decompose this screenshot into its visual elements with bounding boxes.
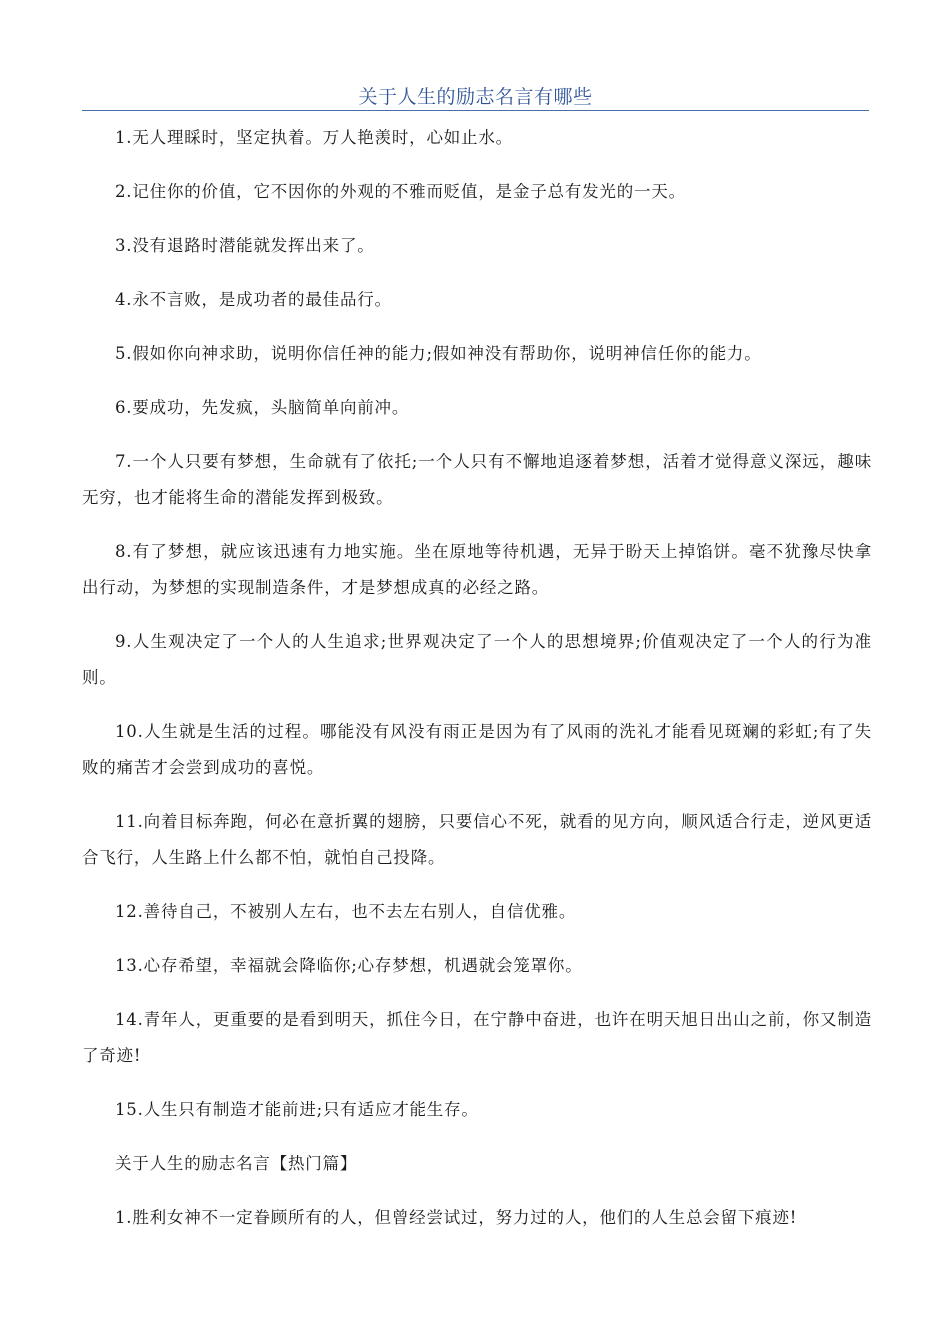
- paragraph-quote-15: 15.人生只有制造才能前进;只有适应才能生存。: [115, 1100, 479, 1119]
- paragraph-quote-2: 2.记住你的价值，它不因你的外观的不雅而贬值，是金子总有发光的一天。: [115, 182, 686, 201]
- paragraph-quote-4: 4.永不言败，是成功者的最佳品行。: [115, 290, 392, 309]
- paragraph-quote-11: 11.向着目标奔跑，何必在意折翼的翅膀，只要信心不死，就看的见方向，顺风适合行走，逆风更适合飞行，人生路上什么都不怕，就怕自己投降。: [82, 812, 872, 867]
- page-header: [82, 80, 869, 111]
- paragraph-quote-7: 7.一个人只要有梦想，生命就有了依托;一个人只有不懈地追逐着梦想，活着才觉得意义深远，趣味无穷，也才能将生命的潜能发挥到极致。: [82, 452, 872, 507]
- paragraph-quote-1: 1.无人理睬时，坚定执着。万人艳羡时，心如止水。: [115, 128, 513, 147]
- paragraph-quote-13: 13.心存希望，幸福就会降临你;心存梦想，机遇就会笼罩你。: [115, 956, 583, 975]
- paragraph-quote-9: 9.人生观决定了一个人的人生追求;世界观决定了一个人的思想境界;价值观决定了一个人的行为准则。: [82, 632, 872, 687]
- section-heading: 关于人生的励志名言【热门篇】: [115, 1154, 358, 1173]
- paragraph-hot-quote-1: 1.胜利女神不一定眷顾所有的人，但曾经尝试过，努力过的人，他们的人生总会留下痕迹!: [115, 1208, 798, 1227]
- paragraph-quote-12: 12.善待自己，不被别人左右，也不去左右别人，自信优雅。: [115, 902, 577, 921]
- document-body: [82, 120, 872, 1254]
- paragraph-quote-10: 10.人生就是生活的过程。哪能没有风没有雨正是因为有了风雨的洗礼才能看见斑斓的彩虹;有了失败的痛苦才会尝到成功的喜悦。: [82, 722, 872, 777]
- paragraph-quote-8: 8.有了梦想，就应该迅速有力地实施。坐在原地等待机遇，无异于盼天上掉馅饼。毫不犹豫尽快拿出行动，为梦想的实现制造条件，才是梦想成真的必经之路。: [82, 542, 872, 597]
- paragraph-quote-14: 14.青年人，更重要的是看到明天，抓住今日，在宁静中奋进，也许在明天旭日出山之前，你又制造了奇迹!: [82, 1010, 872, 1065]
- paragraph-quote-3: 3.没有退路时潜能就发挥出来了。: [115, 236, 375, 255]
- paragraph-quote-6: 6.要成功，先发疯，头脑简单向前冲。: [115, 398, 410, 417]
- page-title: 关于人生的励志名言有哪些: [358, 86, 593, 108]
- paragraph-quote-5: 5.假如你向神求助，说明你信任神的能力;假如神没有帮助你，说明神信任你的能力。: [115, 344, 762, 363]
